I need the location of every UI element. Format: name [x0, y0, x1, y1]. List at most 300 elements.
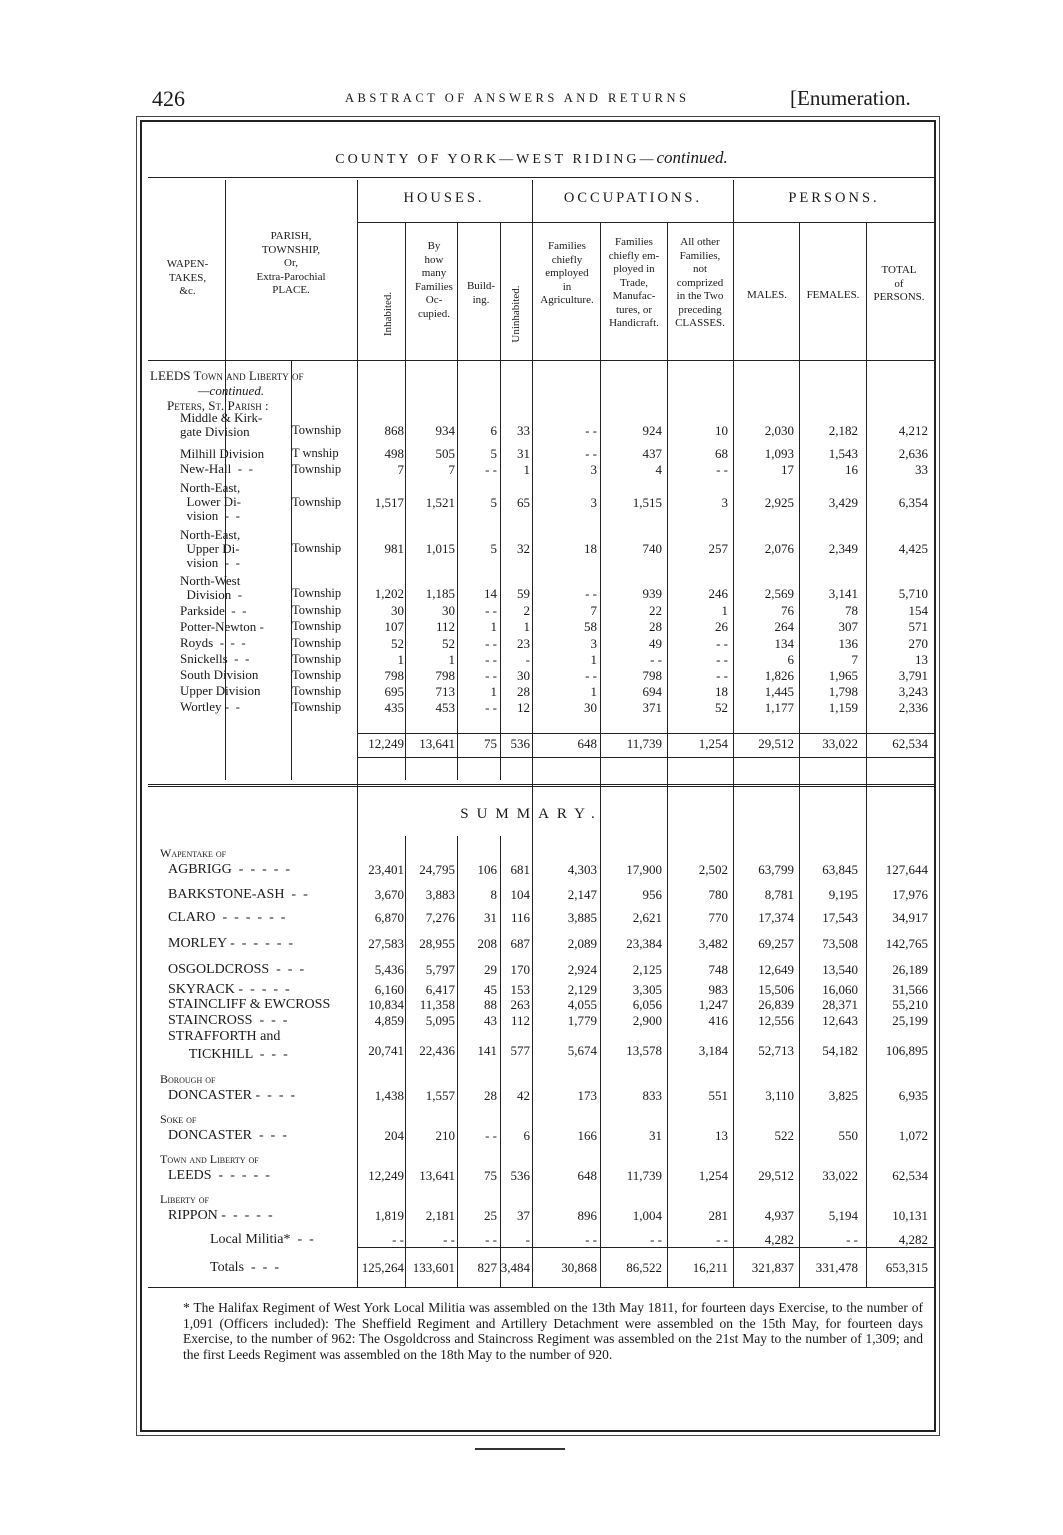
summary-total: 17,976	[892, 887, 928, 902]
row-trade: 371	[642, 700, 662, 715]
summary-name: STAINCLIFF & EWCROSS	[168, 997, 331, 1012]
summary-trade: 86,522	[626, 1260, 662, 1275]
row-building: 1	[490, 619, 497, 634]
group-houses: HOUSES.	[403, 190, 485, 206]
summary-total: 31,566	[892, 982, 928, 997]
summary-uninhabited: 116	[510, 910, 530, 925]
summary-agriculture: 30,868	[561, 1260, 597, 1275]
summary-prefix: Borough of	[160, 1072, 216, 1086]
row-females: 1,159	[828, 700, 858, 715]
col-parish: PARISH, TOWNSHIP, Or, Extra-Parochial PLACE.	[256, 230, 326, 296]
caption-main: COUNTY OF YORK—WEST RIDING—	[335, 152, 657, 167]
summary-total: 10,131	[892, 1208, 928, 1223]
row-agriculture: - -	[585, 586, 597, 601]
footnote: * The Halifax Regiment of West York Local Militia was assembled on the 13th May 1811, for fourteen days Exercise, to the number of 1,091 (Officers included): The Sheffield Regiment and Artillery Detachment were assembled on the 15th May, for fourteen days Exercise, to the number of 962: The Osgoldcross and Staincross Regiment was assembled on the 21st May to the number of 1,309; and the first Leeds Regiment was assembled on the 18th May to the number of 920.	[183, 1300, 923, 1362]
row-inhabited: 435	[384, 700, 404, 715]
row-other: - -	[716, 652, 728, 667]
summary-total: 142,765	[885, 936, 928, 951]
row-families: 505	[435, 446, 455, 461]
summary-total: 6,935	[898, 1088, 928, 1103]
rule-groups	[357, 222, 934, 223]
summary-inhabited: 5,436	[374, 962, 404, 977]
row-trade: 740	[642, 541, 662, 556]
row-inhabited: 498	[384, 446, 404, 461]
summary-trade: 17,900	[626, 862, 662, 877]
summary-uninhabited: 104	[510, 887, 530, 902]
summary-females: 73,508	[822, 936, 858, 951]
summary-uninhabited: 577	[510, 1043, 530, 1058]
row-building: 5	[490, 541, 497, 556]
summary-name: STAINCROSS - - -	[168, 1013, 288, 1028]
row-inhabited: 798	[384, 668, 404, 683]
rule-total-bottom	[357, 757, 934, 758]
leeds-total-building: 75	[484, 736, 497, 751]
row-trade: 694	[642, 684, 662, 699]
summary-name: DONCASTER - - - -	[168, 1088, 296, 1103]
summary-inhabited: 4,859	[374, 1013, 404, 1028]
summary-males: 29,512	[758, 1168, 794, 1183]
summary-name: Totals - - -	[210, 1260, 280, 1275]
summary-agriculture: 2,089	[567, 936, 597, 951]
col-other: All other Families, not comprized in the Two preceding CLASSES.	[675, 236, 725, 329]
row-inhabited: 7	[397, 462, 404, 477]
summary-total: 653,315	[885, 1260, 928, 1275]
summary-total: 25,199	[892, 1013, 928, 1028]
row-inhabited: 52	[391, 636, 404, 651]
summary-families: 13,641	[419, 1168, 455, 1183]
summary-trade: 2,621	[632, 910, 662, 925]
summary-families: 2,181	[425, 1208, 455, 1223]
summary-trade: 2,900	[632, 1013, 662, 1028]
column-rule	[357, 180, 358, 1287]
col-trade: Families chiefly em- ployed in Trade, Manufac- tures, or Handicraft.	[608, 236, 660, 329]
summary-total: 127,644	[885, 862, 928, 877]
row-total: 6,354	[898, 495, 928, 510]
row-other: 10	[715, 423, 728, 438]
summary-building: - -	[485, 1232, 497, 1247]
leeds-heading: LEEDS Town and Liberty of	[150, 368, 304, 383]
row-males: 76	[781, 603, 794, 618]
summary-trade: 13,578	[626, 1043, 662, 1058]
peters-heading: Peters, St. Parish :	[167, 398, 269, 413]
place-type: Township	[292, 684, 342, 698]
leeds-total-other: 1,254	[698, 736, 728, 751]
summary-building: 29	[484, 962, 497, 977]
row-other: - -	[716, 636, 728, 651]
summary-other: 1,254	[698, 1168, 728, 1183]
row-agriculture: 1	[590, 652, 597, 667]
place-name: North-East,	[180, 527, 241, 542]
summary-females: 28,371	[822, 997, 858, 1012]
summary-families: 24,795	[419, 862, 455, 877]
row-other: 1	[721, 603, 728, 618]
summary-uninhabited: 170	[510, 962, 530, 977]
summary-other: 770	[708, 910, 728, 925]
row-families: 30	[442, 603, 455, 618]
summary-building: 31	[484, 910, 497, 925]
place-type: T wnship	[292, 446, 339, 460]
summary-uninhabited: -	[525, 1232, 530, 1247]
row-males: 2,076	[764, 541, 794, 556]
summary-females: 550	[838, 1128, 858, 1143]
row-other: 26	[715, 619, 728, 634]
summary-other: 3,482	[698, 936, 728, 951]
row-uninhabited: 23	[517, 636, 530, 651]
summary-uninhabited: 263	[510, 997, 530, 1012]
summary-total: 4,282	[898, 1232, 928, 1247]
place-type: Township	[292, 462, 342, 476]
summary-females: - -	[846, 1232, 858, 1247]
row-families: 52	[442, 636, 455, 651]
summary-families: 210	[435, 1128, 455, 1143]
summary-title: SUMMARY.	[460, 806, 603, 822]
row-total: 4,212	[898, 423, 928, 438]
row-females: 7	[851, 652, 858, 667]
col-inhabited: Inhabited.	[382, 291, 394, 337]
row-families: 1,185	[425, 586, 455, 601]
rule-summary-bottom	[148, 1287, 934, 1288]
summary-other: 780	[708, 887, 728, 902]
row-inhabited: 981	[384, 541, 404, 556]
row-males: 6	[787, 652, 794, 667]
row-agriculture: 7	[590, 603, 597, 618]
place-name: Lower Di-	[180, 494, 242, 509]
summary-name: Local Militia* - -	[210, 1232, 314, 1247]
row-males: 2,925	[764, 495, 794, 510]
group-occupations: OCCUPATIONS.	[563, 190, 703, 206]
row-males: 2,030	[764, 423, 794, 438]
row-total: 2,636	[898, 446, 928, 461]
row-total: 5,710	[898, 586, 928, 601]
caption-continued: continued.	[656, 148, 728, 167]
row-agriculture: - -	[585, 423, 597, 438]
row-males: 1,826	[764, 668, 794, 683]
row-trade: 28	[649, 619, 662, 634]
place-name: Wortley - -	[180, 699, 240, 714]
row-trade: 924	[642, 423, 662, 438]
summary-agriculture: - -	[585, 1232, 597, 1247]
col-uninhabited: Uninhabited.	[510, 285, 522, 343]
summary-families: 11,358	[419, 997, 455, 1012]
row-other: - -	[716, 668, 728, 683]
summary-agriculture: 3,885	[567, 910, 597, 925]
row-families: 713	[435, 684, 455, 699]
row-males: 134	[774, 636, 794, 651]
summary-other: 983	[708, 982, 728, 997]
summary-uninhabited: 3,484	[500, 1260, 530, 1275]
summary-name: OSGOLDCROSS - - -	[168, 962, 305, 977]
row-uninhabited: 12	[517, 700, 530, 715]
place-type: Township	[292, 619, 342, 633]
leeds-total-trade: 11,739	[626, 736, 662, 751]
col-females: FEMALES.	[806, 289, 860, 301]
row-females: 2,182	[828, 423, 858, 438]
row-other: 68	[715, 446, 728, 461]
row-males: 2,569	[764, 586, 794, 601]
rule-colheads	[148, 360, 934, 361]
summary-inhabited: 1,438	[374, 1088, 404, 1103]
row-building: - -	[485, 700, 497, 715]
group-persons: PERSONS.	[788, 190, 880, 206]
row-trade: 1,515	[632, 495, 662, 510]
summary-prefix: Liberty of	[160, 1192, 209, 1206]
row-females: 1,965	[828, 668, 858, 683]
summary-uninhabited: 687	[510, 936, 530, 951]
summary-males: 69,257	[758, 936, 794, 951]
summary-building: 43	[484, 1013, 497, 1028]
row-total: 2,336	[898, 700, 928, 715]
leeds-total-total: 62,534	[892, 736, 928, 751]
summary-agriculture: 173	[577, 1088, 597, 1103]
place-type: Township	[292, 586, 342, 600]
summary-total: 62,534	[892, 1168, 928, 1183]
row-inhabited: 868	[384, 423, 404, 438]
place-name: Upper Division	[180, 683, 261, 698]
place-name: South Division	[180, 667, 259, 682]
row-trade: 798	[642, 668, 662, 683]
summary-prefix: Town and Liberty of	[160, 1152, 259, 1166]
row-total: 270	[908, 636, 928, 651]
row-trade: 939	[642, 586, 662, 601]
summary-other: 3,184	[698, 1043, 728, 1058]
row-total: 571	[908, 619, 928, 634]
summary-other: 748	[708, 962, 728, 977]
row-other: - -	[716, 462, 728, 477]
running-title: ABSTRACT OF ANSWERS AND RETURNS	[345, 91, 690, 105]
summary-males: 4,282	[764, 1232, 794, 1247]
summary-inhabited: 6,870	[374, 910, 404, 925]
row-building: - -	[485, 603, 497, 618]
row-agriculture: 1	[590, 684, 597, 699]
summary-males: 12,556	[758, 1013, 794, 1028]
row-females: 16	[845, 462, 858, 477]
place-name: New-Hall - -	[180, 461, 253, 476]
summary-trade: 11,739	[626, 1168, 662, 1183]
summary-building: 25	[484, 1208, 497, 1223]
row-agriculture: - -	[585, 446, 597, 461]
row-males: 264	[774, 619, 794, 634]
row-other: 18	[715, 684, 728, 699]
row-uninhabited: 33	[517, 423, 530, 438]
summary-name: AGBRIGG - - - - -	[168, 862, 291, 877]
summary-inhabited: 3,670	[374, 887, 404, 902]
summary-families: 6,417	[425, 982, 455, 997]
summary-name: TICKHILL - - -	[168, 1047, 288, 1062]
row-agriculture: - -	[585, 668, 597, 683]
row-building: 6	[490, 423, 497, 438]
summary-agriculture: 2,147	[567, 887, 597, 902]
row-other: 52	[715, 700, 728, 715]
rule-top	[148, 177, 934, 178]
summary-females: 12,643	[822, 1013, 858, 1028]
col-agriculture: Families chiefly employed in Agriculture.	[540, 240, 594, 306]
summary-families: 1,557	[425, 1088, 455, 1103]
row-other: 3	[721, 495, 728, 510]
summary-prefix: Soke of	[160, 1112, 197, 1126]
summary-agriculture: 896	[577, 1208, 597, 1223]
row-families: 112	[435, 619, 455, 634]
row-trade: 4	[655, 462, 662, 477]
summary-name: MORLEY - - - - - -	[168, 936, 294, 951]
summary-trade: 3,305	[632, 982, 662, 997]
summary-name: CLARO - - - - - -	[168, 910, 286, 925]
row-agriculture: 3	[590, 636, 597, 651]
summary-building: 827	[477, 1260, 497, 1275]
place-name: Snickells - -	[180, 651, 250, 666]
row-total: 3,791	[898, 668, 928, 683]
summary-trade: 6,056	[632, 997, 662, 1012]
table-caption	[0, 148, 1063, 168]
row-males: 17	[781, 462, 794, 477]
summary-agriculture: 5,674	[567, 1043, 597, 1058]
summary-trade: 2,125	[632, 962, 662, 977]
summary-inhabited: 10,834	[368, 997, 404, 1012]
row-females: 307	[838, 619, 858, 634]
row-inhabited: 30	[391, 603, 404, 618]
summary-families: - -	[443, 1232, 455, 1247]
row-families: 1,521	[425, 495, 455, 510]
summary-families: 5,095	[425, 1013, 455, 1028]
row-families: 7	[448, 462, 455, 477]
summary-families: 7,276	[425, 910, 455, 925]
row-females: 78	[845, 603, 858, 618]
row-agriculture: 3	[590, 462, 597, 477]
summary-families: 133,601	[412, 1260, 455, 1275]
row-families: 1	[448, 652, 455, 667]
place-name: Royds - - -	[180, 635, 246, 650]
row-other: 257	[708, 541, 728, 556]
col-families: By how many Families Oc- cupied.	[415, 240, 453, 320]
place-type: Township	[292, 636, 342, 650]
row-females: 3,429	[828, 495, 858, 510]
row-uninhabited: 1	[523, 462, 530, 477]
summary-families: 28,955	[419, 936, 455, 951]
row-males: 1,093	[764, 446, 794, 461]
row-uninhabited: 28	[517, 684, 530, 699]
summary-total: 26,189	[892, 962, 928, 977]
summary-name: STRAFFORTH and	[168, 1029, 281, 1044]
summary-agriculture: 648	[577, 1168, 597, 1183]
summary-females: 33,022	[822, 1168, 858, 1183]
page-number: 426	[152, 86, 185, 111]
row-uninhabited: -	[525, 652, 530, 667]
summary-males: 321,837	[751, 1260, 794, 1275]
summary-families: 3,883	[425, 887, 455, 902]
summary-uninhabited: 536	[510, 1168, 530, 1183]
summary-agriculture: 4,055	[567, 997, 597, 1012]
row-building: - -	[485, 636, 497, 651]
row-females: 1,543	[828, 446, 858, 461]
leeds-total-agriculture: 648	[577, 736, 597, 751]
summary-females: 17,543	[822, 910, 858, 925]
place-name: North-East,	[180, 480, 241, 495]
summary-prefix: Wapentake of	[160, 846, 227, 860]
summary-trade: 1,004	[632, 1208, 662, 1223]
row-families: 934	[435, 423, 455, 438]
summary-other: 416	[708, 1013, 728, 1028]
summary-building: 106	[477, 862, 497, 877]
summary-inhabited: 27,583	[368, 936, 404, 951]
place-name: Middle & Kirk-	[180, 410, 263, 425]
row-total: 3,243	[898, 684, 928, 699]
row-building: 5	[490, 495, 497, 510]
row-trade: 437	[642, 446, 662, 461]
row-males: 1,445	[764, 684, 794, 699]
place-type: Township	[292, 603, 342, 617]
row-uninhabited: 32	[517, 541, 530, 556]
summary-name: RIPPON - - - - -	[168, 1208, 273, 1223]
summary-females: 3,825	[828, 1088, 858, 1103]
summary-females: 54,182	[822, 1043, 858, 1058]
place-name: vision - -	[180, 508, 240, 523]
place-type: Township	[292, 652, 342, 666]
summary-females: 13,540	[822, 962, 858, 977]
row-families: 453	[435, 700, 455, 715]
summary-inhabited: 20,741	[368, 1043, 404, 1058]
summary-agriculture: 1,779	[567, 1013, 597, 1028]
row-total: 13	[915, 652, 928, 667]
column-rule	[532, 180, 533, 1287]
place-type: Township	[292, 423, 342, 437]
summary-uninhabited: 112	[510, 1013, 530, 1028]
row-inhabited: 1	[397, 652, 404, 667]
row-agriculture: 18	[584, 541, 597, 556]
summary-other: 281	[708, 1208, 728, 1223]
row-building: 1	[490, 684, 497, 699]
row-uninhabited: 65	[517, 495, 530, 510]
row-other: 246	[708, 586, 728, 601]
summary-building: 141	[477, 1043, 497, 1058]
summary-agriculture: 2,924	[567, 962, 597, 977]
place-name: Upper Di-	[180, 541, 240, 556]
summary-females: 63,845	[822, 862, 858, 877]
summary-uninhabited: 681	[510, 862, 530, 877]
row-total: 154	[908, 603, 928, 618]
row-building: - -	[485, 668, 497, 683]
summary-females: 5,194	[828, 1208, 858, 1223]
summary-other: 13	[715, 1128, 728, 1143]
row-inhabited: 695	[384, 684, 404, 699]
summary-uninhabited: 42	[517, 1088, 530, 1103]
summary-trade: 23,384	[626, 936, 662, 951]
summary-trade: 956	[642, 887, 662, 902]
row-inhabited: 1,517	[374, 495, 404, 510]
summary-total: 34,917	[892, 910, 928, 925]
col-males: MALES.	[746, 289, 788, 301]
summary-other: 1,247	[698, 997, 728, 1012]
row-females: 3,141	[828, 586, 858, 601]
summary-inhabited: 12,249	[368, 1168, 404, 1183]
leeds-total-families: 13,641	[419, 736, 455, 751]
leeds-continued: —continued.	[198, 383, 265, 398]
place-name: gate Division	[180, 424, 250, 439]
summary-inhabited: - -	[392, 1232, 404, 1247]
place-name: vision - -	[180, 555, 240, 570]
row-males: 1,177	[764, 700, 794, 715]
row-building: - -	[485, 652, 497, 667]
col-total: TOTAL of PERSONS.	[873, 264, 925, 303]
summary-total: 106,895	[885, 1043, 928, 1058]
rule-summary	[148, 784, 934, 787]
summary-name: LEEDS - - - - -	[168, 1168, 270, 1183]
summary-males: 12,649	[758, 962, 794, 977]
summary-uninhabited: 37	[517, 1208, 530, 1223]
summary-building: 75	[484, 1168, 497, 1183]
summary-agriculture: 166	[577, 1128, 597, 1143]
summary-males: 26,839	[758, 997, 794, 1012]
row-total: 4,425	[898, 541, 928, 556]
summary-building: 28	[484, 1088, 497, 1103]
